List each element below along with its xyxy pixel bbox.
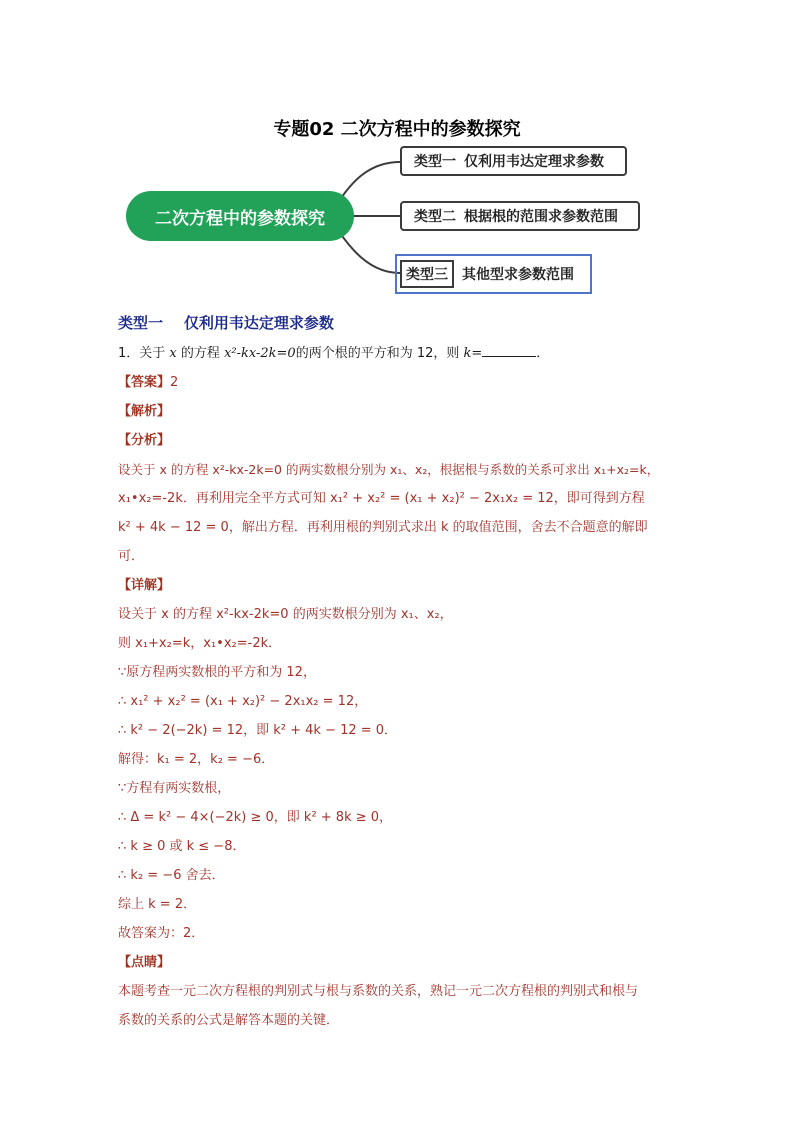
branch-1-text: 仅利用韦达定理求参数 <box>464 154 604 170</box>
detail-row <box>118 571 678 600</box>
analysis-tag: 【解析】 <box>118 404 171 419</box>
question-ask: k= <box>463 346 483 361</box>
document-title: 专题02 二次方程中的参数探究 <box>273 119 521 140</box>
mind-map-branch-3[interactable] <box>400 259 586 289</box>
branch-2-text: 根据根的范围求参数范围 <box>464 209 618 225</box>
fenxi-line: 设关于 x 的方程 x²-kx-2k=0 的两实数根分别为 x₁、x₂，根据根与系数的关系可求出 x₁+x₂=k， <box>118 462 660 477</box>
section-heading: 类型一 仅利用韦达定理求参数 <box>118 314 334 332</box>
answer-tag: 【答案】 <box>118 375 171 390</box>
fenxi-line: k² + 4k − 12 = 0，解出方程．再利用根的判别式求出 k 的取值范围，舍去不合题意的解即 <box>118 520 648 535</box>
mind-map-center-node[interactable]: 二次方程中的参数探究 <box>126 191 354 241</box>
fenxi-line: x₁•x₂=-2k．再利用完全平方式可知 x₁² + x₂² = (x₁ + x₂)² − 2x₁x₂ = 12，即可得到方程 <box>118 491 645 506</box>
document-body <box>118 312 678 1035</box>
detail-line: ∴ x₁² + x₂² = (x₁ + x₂)² − 2x₁x₂ = 12， <box>118 694 368 709</box>
branch-2-label: 类型二 <box>414 209 456 225</box>
branch-1-label: 类型一 <box>414 154 456 170</box>
comment-tag: 【点睛】 <box>118 955 171 970</box>
detail-line: 综上 k = 2． <box>118 897 197 912</box>
answer-blank[interactable] <box>482 342 536 357</box>
detail-line: 故答案为：2． <box>118 926 205 941</box>
question-end: ． <box>536 346 550 361</box>
detail-line: ∴ k² − 2(−2k) = 12，即 k² + 4k − 12 = 0． <box>118 723 398 738</box>
question-mid: 的方程 <box>180 346 220 361</box>
fenxi-row <box>118 426 678 455</box>
detail-line: 解得：k₁ = 2，k₂ = −6． <box>118 752 275 767</box>
detail-line: ∵方程有两实数根， <box>118 781 231 796</box>
detail-line: ∴ k ≥ 0 或 k ≤ −8． <box>118 839 246 854</box>
detail-line: 则 x₁+x₂=k，x₁•x₂=-2k． <box>118 636 282 651</box>
comment-line: 系数的关系的公式是解答本题的关键． <box>118 1013 340 1028</box>
branch-3-label: 类型三 <box>400 260 454 288</box>
question-equation: x²-kx-2k=0 <box>224 346 296 361</box>
mind-map <box>0 140 794 300</box>
comment-line: 本题考查一元二次方程根的判别式与根与系数的关系，熟记一元二次方程根的判别式和根与 <box>118 984 639 999</box>
fenxi-paragraph <box>118 455 678 571</box>
detail-line: ∵原方程两实数根的平方和为 12， <box>118 665 316 680</box>
question-1 <box>118 339 678 368</box>
detail-line: ∴ k₂ = −6 舍去． <box>118 868 225 883</box>
question-variable: x <box>169 346 177 361</box>
mind-map-branch-2[interactable] <box>400 201 640 231</box>
answer-value: 2 <box>170 375 179 390</box>
detail-line: 设关于 x 的方程 x²-kx-2k=0 的两实数根分别为 x₁、x₂， <box>118 607 453 622</box>
detail-tag: 【详解】 <box>118 578 171 593</box>
comment-row <box>118 948 678 977</box>
question-suffix: 的两个根的平方和为 12，则 <box>295 346 460 361</box>
answer-row <box>118 368 678 397</box>
fenxi-tag: 【分析】 <box>118 433 171 448</box>
comment-paragraph <box>118 977 678 1035</box>
branch-3-text: 其他型求参数范围 <box>462 267 574 283</box>
detail-line: ∴ Δ = k² − 4×(−2k) ≥ 0，即 k² + 8k ≥ 0， <box>118 810 393 825</box>
fenxi-line: 可． <box>118 549 145 564</box>
analysis-row <box>118 397 678 426</box>
question-prefix: 1．关于 <box>118 346 166 361</box>
mind-map-branch-1[interactable] <box>400 146 627 176</box>
detail-paragraph <box>118 600 678 948</box>
